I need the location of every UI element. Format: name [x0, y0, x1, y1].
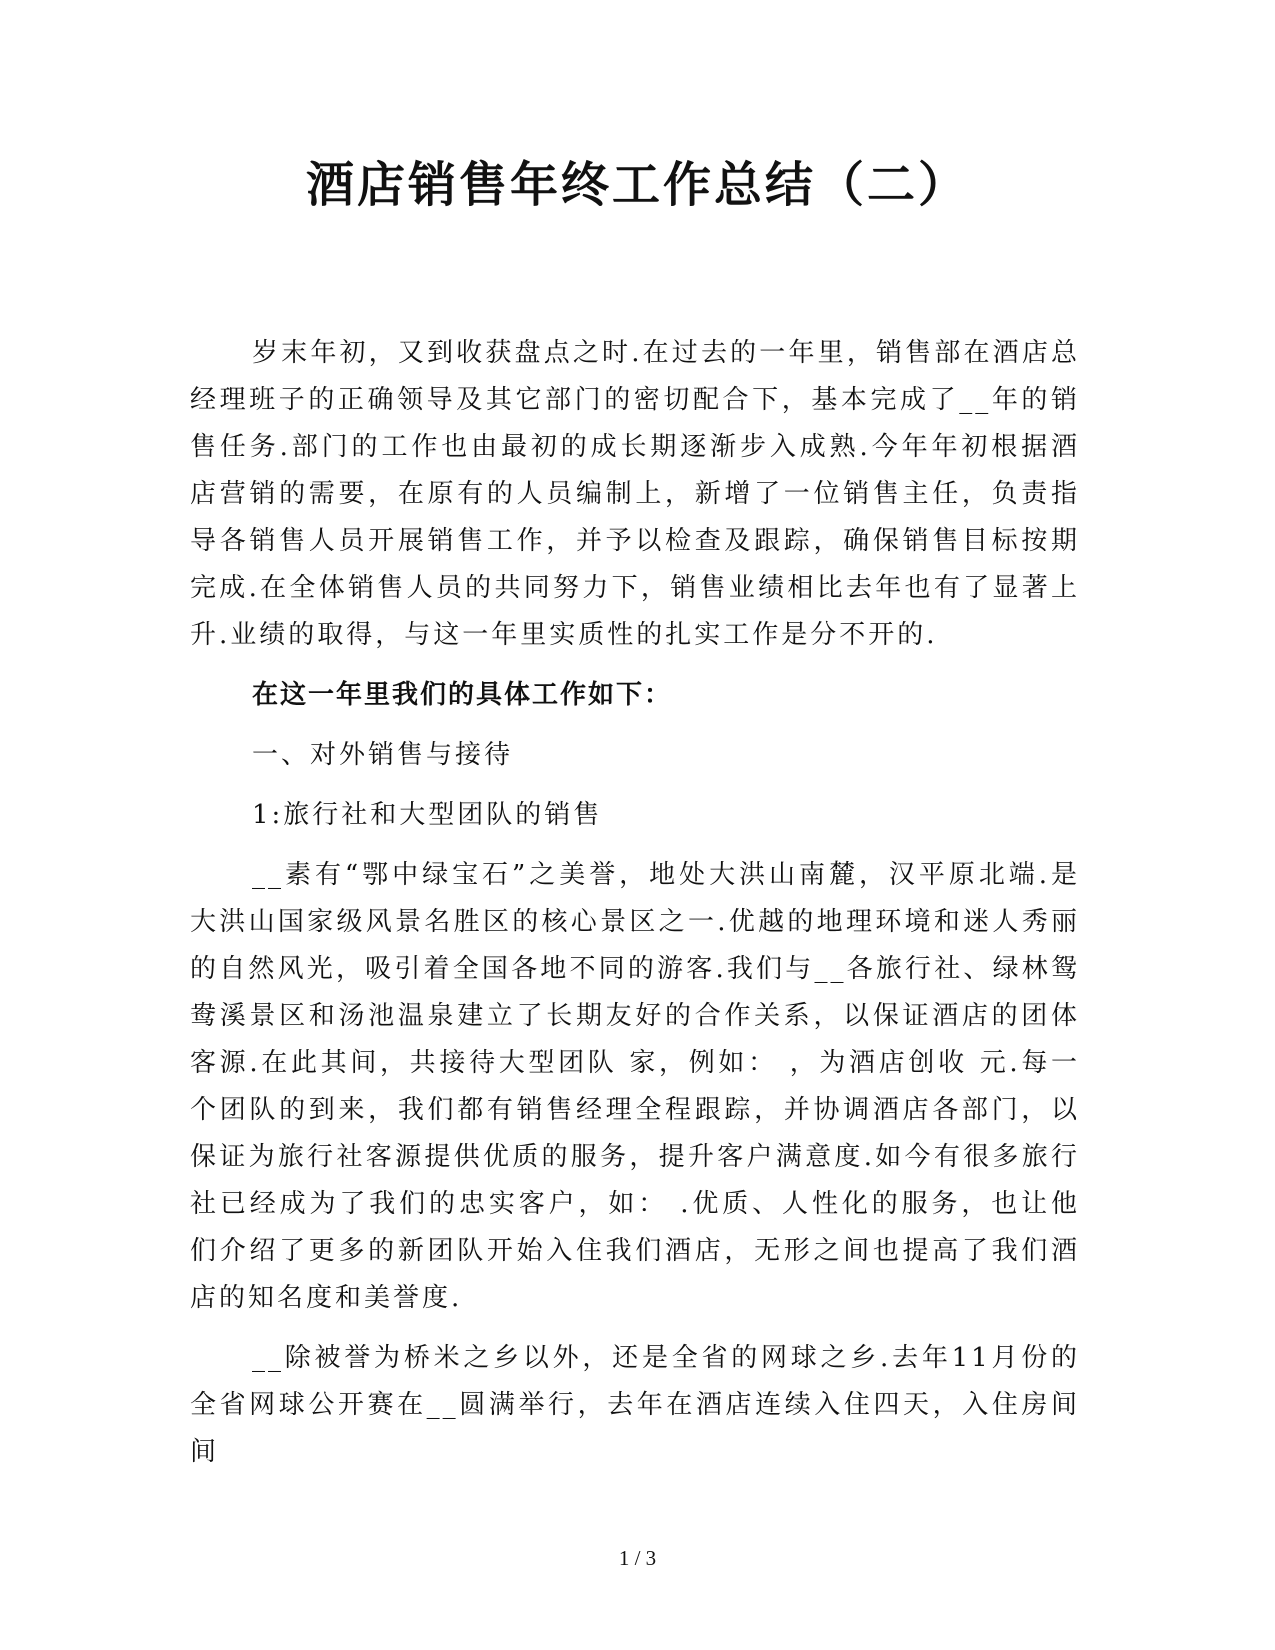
document-title: 酒店销售年终工作总结（二）	[305, 157, 969, 213]
intro-paragraph: 岁末年初，又到收获盘点之时.在过去的一年里，销售部在酒店总经理班子的正确领导及其它部门的密切配合下，基本完成了__年的销售任务.部门的工作也由最初的成长期逐渐步入成熟.今年年初根据酒店营销的需要，在原有的人员编制上，新增了一位销售主任，负责指导各销售人员开展销售工作，并予以检查及跟踪，确保销售目标按期完成.在全体销售人员的共同努力下，销售业绩相比去年也有了显著上升.业绩的取得，与这一年里实质性的扎实工作是分不开的.	[190, 338, 1080, 650]
section-heading: 在这一年里我们的具体工作如下：	[252, 680, 673, 710]
subsection-heading-1: 一、对外销售与接待	[252, 740, 514, 770]
document-body	[190, 330, 1080, 1489]
page-number: 1 / 3	[618, 1546, 657, 1570]
tennis-paragraph: __除被誉为桥米之乡以外，还是全省的网球之乡.去年11月份的全省网球公开赛在__圆满举行，去年在酒店连续入住四天，入住房间 间	[190, 1343, 1080, 1467]
subsection-heading-1-1: 1:旅行社和大型团队的销售	[252, 800, 603, 830]
travel-agency-paragraph: __素有“鄂中绿宝石”之美誉，地处大洪山南麓，汉平原北端.是大洪山国家级风景名胜区的核心景区之一.优越的地理环境和迷人秀丽的自然风光，吸引着全国各地不同的游客.我们与__各旅行社、绿林鸳鸯溪景区和汤池温泉建立了长期友好的合作关系，以保证酒店的团体客源.在此其间，共接待大型团队 家，例如： ，为酒店创收 元.每一个团队的到来，我们都有销售经理全程跟踪，并协调酒店各部门，以保证为旅行社客源提供优质的服务，提升客户满意度.如今有很多旅行社已经成为了我们的忠实客户，如： .优质、人性化的服务，也让他们介绍了更多的新团队开始入住我们酒店，无形之间也提高了我们酒店的知名度和美誉度.	[190, 860, 1080, 1313]
